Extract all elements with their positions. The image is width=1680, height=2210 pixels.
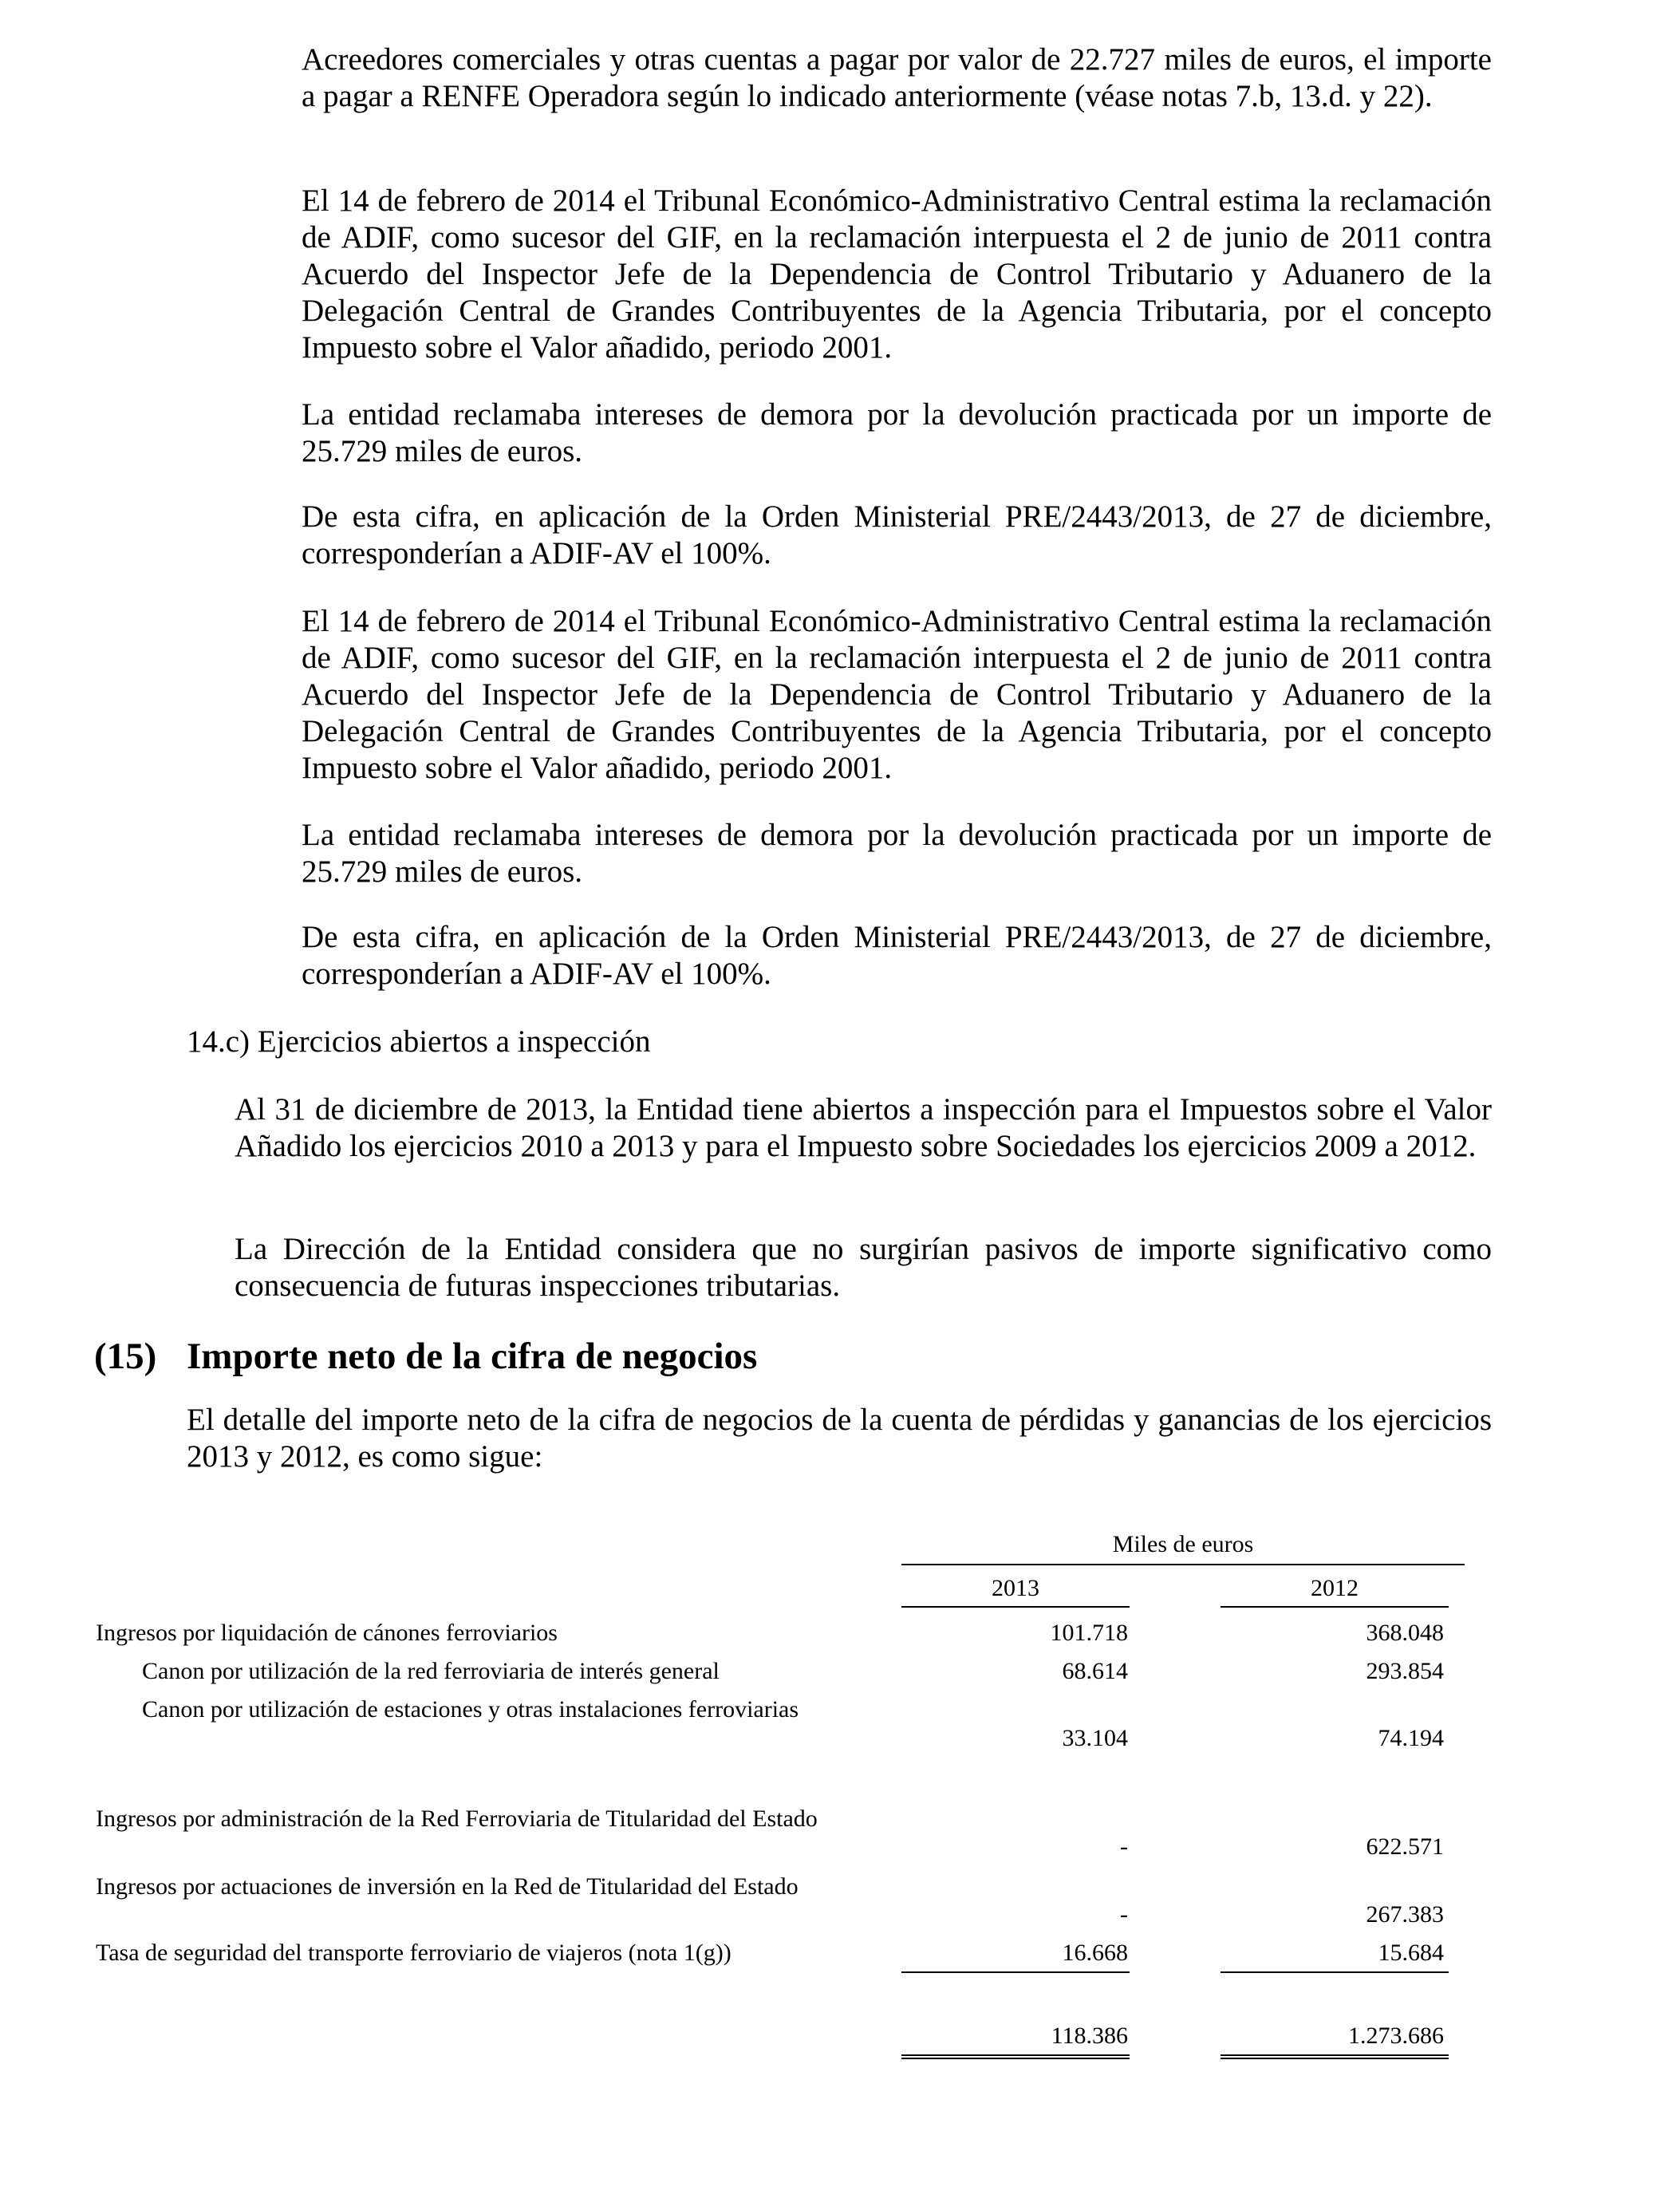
- total-double-rule-2013: [901, 2054, 1130, 2059]
- table-cell-2012: 622.571: [1366, 1833, 1444, 1860]
- total-double-rule-2012: [1221, 2054, 1449, 2059]
- col-header-2012: 2012: [1311, 1575, 1359, 1601]
- subheading-open-years: 14.c) Ejercicios abiertos a inspección: [187, 1024, 651, 1059]
- table-cell-2013: 68.614: [1062, 1658, 1128, 1684]
- paragraph-open-inspection: Al 31 de diciembre de 2013, la Entidad tiene abiertos a inspección para el Impuestos sobre el Valor Añadido los ejercicios 2010 a 2013 y para el Impuesto sobre Sociedades los ejercicios 2009 a 2012.: [235, 1092, 1492, 1163]
- table-cell-2012: 293.854: [1366, 1658, 1444, 1684]
- subtotal-rule-2013: [901, 1971, 1130, 1973]
- table-total-2013: 118.386: [1051, 2023, 1128, 2049]
- table-cell-2013: 33.104: [1062, 1725, 1128, 1751]
- table-cell-2013: 16.668: [1062, 1940, 1128, 1966]
- table-row-label: Ingresos por administración de la Red Ferroviaria de Titularidad del Estado: [96, 1805, 818, 1832]
- unit-header: Miles de euros: [1112, 1531, 1254, 1557]
- table-row-label: Ingresos por liquidación de cánones ferroviarios: [96, 1620, 558, 1646]
- paragraph-ministerial-order: De esta cifra, en aplicación de la Orden Ministerial PRE/2443/2013, de 27 de diciembre, corresponderían a ADIF-AV el 100%.: [302, 499, 1492, 570]
- table-cell-2013: -: [1120, 1833, 1128, 1860]
- subtotal-rule-2012: [1221, 1971, 1449, 1973]
- table-row-label: Canon por utilización de la red ferroviaria de interés general: [142, 1658, 720, 1684]
- paragraph-interest-claim-repeat: La entidad reclamaba intereses de demora por la devolución practicada por un importe de 25.729 miles de euros.: [302, 818, 1492, 889]
- section-heading: [94, 1334, 757, 1379]
- col-2013-rule: [901, 1606, 1130, 1608]
- paragraph-teac-claim-repeat: El 14 de febrero de 2014 el Tribunal Económico-Administrativo Central estima la reclamación de ADIF, como sucesor del GIF, en la reclamación interpuesta el 2 de junio de 2011 contra Acuerdo del Inspector Jefe de la Dependencia de Control Tributario y Aduanero de la Delegación Central de Grandes Contribuyentes de la Agencia Tributaria, por el concepto Impuesto sobre el Valor añadido, periodo 2001.: [302, 604, 1492, 785]
- section-number: (15): [94, 1336, 157, 1377]
- paragraph-no-liabilities: La Dirección de la Entidad considera que no surgirían pasivos de importe significativo como consecuencia de futuras inspecciones tributarias.: [235, 1232, 1492, 1303]
- paragraph-creditors: Acreedores comerciales y otras cuentas a pagar por valor de 22.727 miles de euros, el importe a pagar a RENFE Operadora según lo indicado anteriormente (véase notas 7.b, 13.d. y 22).: [302, 42, 1492, 113]
- table-cell-2012: 368.048: [1366, 1620, 1444, 1646]
- table-row-label: Tasa de seguridad del transporte ferroviario de viajeros (nota 1(g)): [96, 1940, 732, 1966]
- table-row-label: Canon por utilización de estaciones y otras instalaciones ferroviarias: [142, 1696, 799, 1723]
- table-cell-2013: -: [1120, 1901, 1128, 1928]
- col-header-2013: 2013: [992, 1575, 1039, 1601]
- table-row-label: Ingresos por actuaciones de inversión en la Red de Titularidad del Estado: [96, 1873, 799, 1900]
- section-title: Importe neto de la cifra de negocios: [187, 1336, 758, 1377]
- section-intro: El detalle del importe neto de la cifra de negocios de la cuenta de pérdidas y ganancias de los ejercicios 2013 y 2012, es como sigue:: [187, 1403, 1492, 1474]
- table-cell-2012: 267.383: [1366, 1901, 1444, 1928]
- paragraph-interest-claim: La entidad reclamaba intereses de demora por la devolución practicada por un importe de 25.729 miles de euros.: [302, 397, 1492, 468]
- col-2012-rule: [1221, 1606, 1449, 1608]
- table-cell-2012: 74.194: [1378, 1725, 1444, 1751]
- table-cell-2013: 101.718: [1050, 1620, 1128, 1646]
- paragraph-ministerial-order-repeat: De esta cifra, en aplicación de la Orden Ministerial PRE/2443/2013, de 27 de diciembre, corresponderían a ADIF-AV el 100%.: [302, 920, 1492, 991]
- unit-header-rule: [901, 1564, 1465, 1565]
- table-total-2012: 1.273.686: [1348, 2023, 1444, 2049]
- table-cell-2012: 15.684: [1378, 1940, 1444, 1966]
- paragraph-teac-claim: El 14 de febrero de 2014 el Tribunal Económico-Administrativo Central estima la reclamación de ADIF, como sucesor del GIF, en la reclamación interpuesta el 2 de junio de 2011 contra Acuerdo del Inspector Jefe de la Dependencia de Control Tributario y Aduanero de la Delegación Central de Grandes Contribuyentes de la Agencia Tributaria, por el concepto Impuesto sobre el Valor añadido, periodo 2001.: [302, 184, 1492, 365]
